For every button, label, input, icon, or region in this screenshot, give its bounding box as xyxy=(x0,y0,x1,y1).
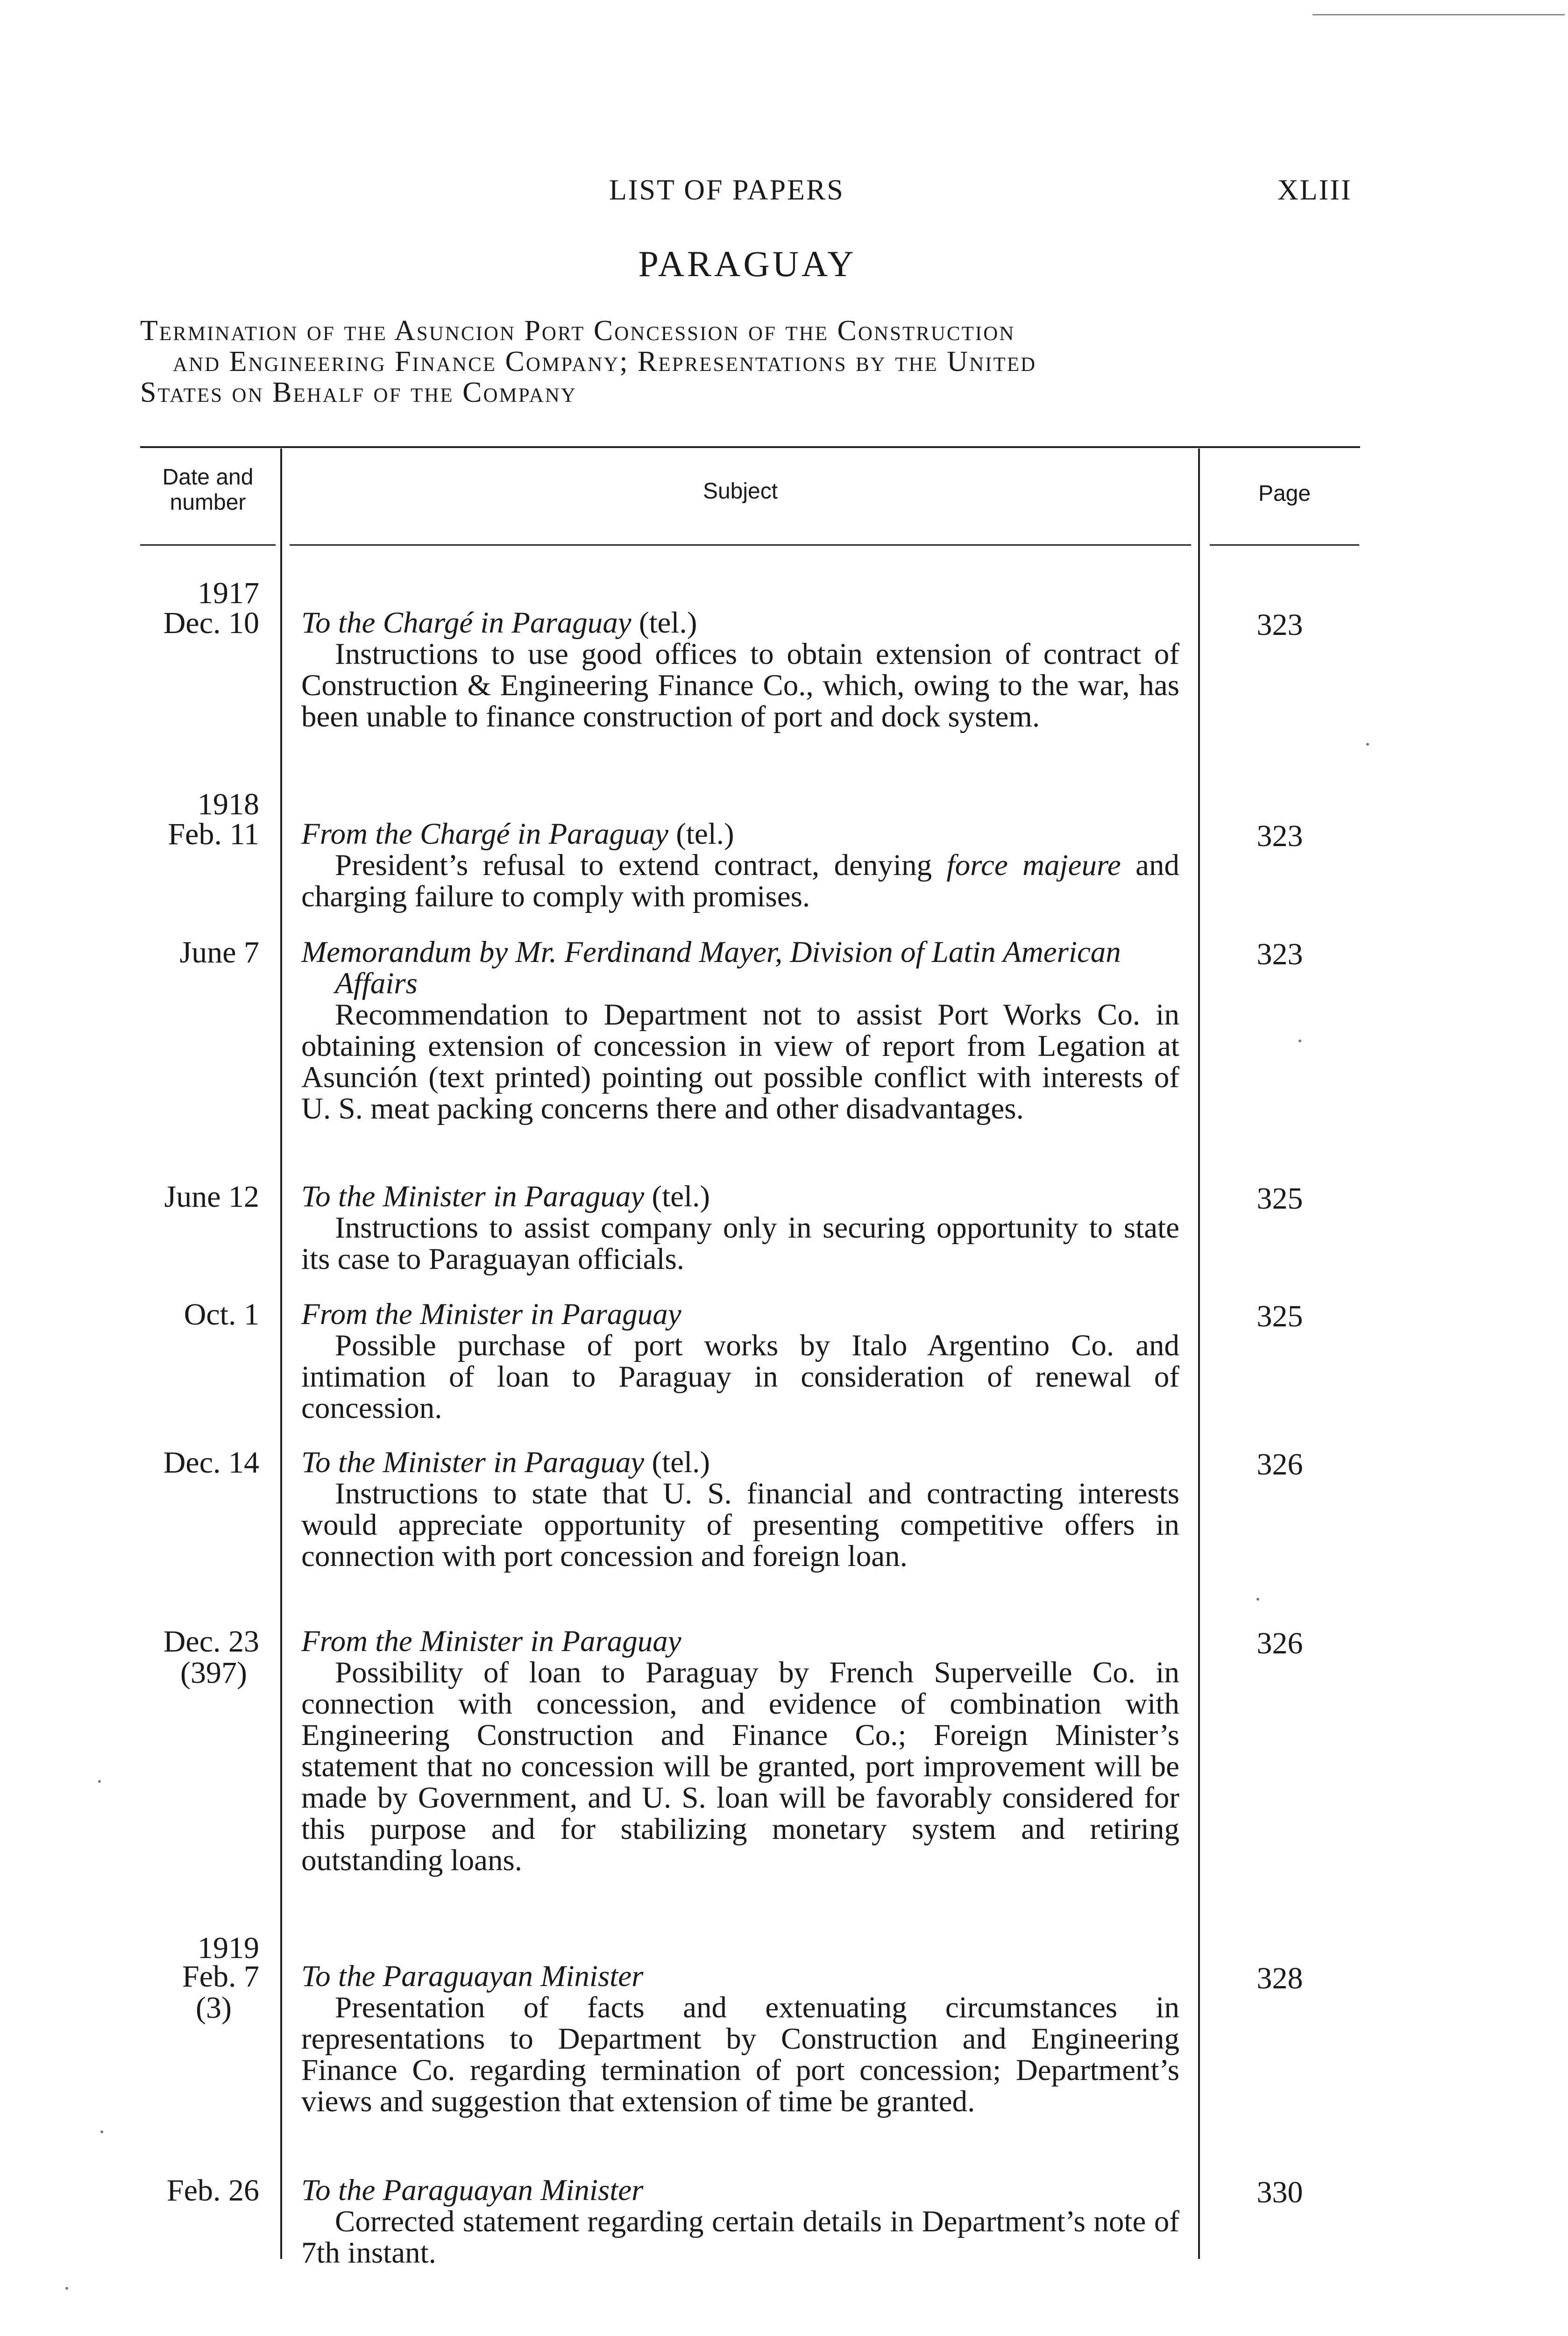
entry-title-text: From the Minister in Paraguay xyxy=(301,1297,681,1331)
entry-description: President’s refusal to extend contract, denying force majeure and charging failure to comply with promises. xyxy=(301,848,1179,913)
scan-speck xyxy=(65,2287,68,2290)
entry-title-text: From the Chargé in Paraguay xyxy=(301,817,668,851)
entry-title xyxy=(301,1961,1179,1992)
entry-subject xyxy=(301,2175,1179,2269)
entry-title-text: To the Paraguayan Minister xyxy=(301,2173,644,2207)
entry-tel: (tel.) xyxy=(652,1446,710,1479)
entry-page: 326 xyxy=(1256,1447,1303,1481)
entry-title xyxy=(301,607,1179,639)
date-text: Dec. 14 xyxy=(163,1446,259,1480)
section-title-line: Termination of the Asuncion Port Concession of the Construction xyxy=(140,315,1015,347)
entry-date xyxy=(140,1447,259,1478)
entry-title-text: To the Minister in Paraguay xyxy=(301,1446,645,1479)
year-label: 1919 xyxy=(198,1931,259,1965)
entry-page: 325 xyxy=(1256,1182,1303,1216)
entry-subject xyxy=(301,1447,1179,1572)
scan-speck xyxy=(98,1780,101,1783)
entry-number: (397) xyxy=(180,1656,247,1690)
year-label: 1917 xyxy=(198,576,259,610)
section-title-line: and Engineering Finance Company; Representations by the United xyxy=(173,346,1037,377)
entry-title-text: To the Minister in Paraguay xyxy=(301,1180,645,1213)
entry-page: 323 xyxy=(1256,608,1303,642)
entry-title-text: To the Paraguayan Minister xyxy=(301,1959,644,1993)
header-rule-subject xyxy=(290,544,1191,546)
entry-subject xyxy=(301,937,1179,1125)
entry-title xyxy=(301,1299,1179,1330)
entry-description: Instructions to assist company only in securing opportunity to state its case to Paraguayan officials. xyxy=(301,1211,1179,1276)
entry-date xyxy=(140,1299,259,1330)
running-title: LIST OF PAPERS xyxy=(609,174,844,206)
top-edge-rule xyxy=(1313,14,1565,15)
entry-title xyxy=(301,1447,1179,1478)
entry-title xyxy=(301,1626,1179,1657)
entry-date xyxy=(140,607,259,639)
date-text: Dec. 10 xyxy=(163,606,259,640)
scan-speck xyxy=(100,2130,103,2133)
entry-title-text: From the Minister in Paraguay xyxy=(301,1624,681,1658)
column-header-date-line: Date and xyxy=(162,465,254,490)
column-header-date xyxy=(140,465,276,515)
scan-speck xyxy=(1256,1598,1259,1601)
entry-subject xyxy=(301,1299,1179,1424)
date-text: Feb. 7 xyxy=(182,1959,259,1994)
entry-page: 323 xyxy=(1256,937,1303,971)
entry-title xyxy=(301,819,1179,850)
entry-description: Instructions to state that U. S. financial and contracting interests would appreciate opportunity of presenting competitive offers in connection with port concession and foreign loan. xyxy=(301,1477,1179,1573)
entry-description: Instructions to use good offices to obtain extension of contract of Construction & Engineering Finance Co., which, owing to the war, has been unable to finance construction of port and dock system. xyxy=(301,637,1179,734)
entry-description: Corrected statement regarding certain details in Department’s note of 7th instant. xyxy=(301,2205,1179,2270)
date-text: Feb. 11 xyxy=(168,817,259,851)
entry-title: Memorandum by Mr. Ferdinand Mayer, Division of Latin American Affairs xyxy=(301,935,1121,1000)
entry-tel: (tel.) xyxy=(676,817,734,851)
entry-number: (3) xyxy=(196,1991,232,2025)
entry-subject xyxy=(301,1961,1179,2117)
entry-title xyxy=(301,2175,1179,2206)
scan-speck xyxy=(1366,743,1369,746)
entry-date xyxy=(140,1181,259,1212)
date-text: June 7 xyxy=(179,935,259,969)
entry-page: 326 xyxy=(1256,1626,1303,1660)
entry-description: Possible purchase of port works by Italo Argentino Co. and intimation of loan to Paraguay in consideration of renewal of concession. xyxy=(301,1329,1179,1425)
section-title-line: States on Behalf of the Company xyxy=(140,377,577,408)
entry-tel: (tel.) xyxy=(639,606,697,640)
entry-page: 323 xyxy=(1256,819,1303,853)
date-text: Oct. 1 xyxy=(184,1297,259,1332)
column-divider-right xyxy=(1198,449,1200,2259)
entry-date xyxy=(140,1626,259,1688)
entry-description: Possibility of loan to Paraguay by French Superveille Co. in connection with concession, and evidence of combination with Engineering Construction and Finance Co.; Foreign Minister’s statement that no concession will be granted, port improvement will be made by Government, and U. S. loan will be favorably considered for this purpose and for stabilizing monetary system and retiring outstanding loans. xyxy=(301,1656,1179,1877)
scan-speck xyxy=(1298,1040,1301,1042)
column-header-date-line: number xyxy=(170,490,246,515)
entry-subject xyxy=(301,1181,1179,1275)
entry-description: Recommendation to Department not to assist Port Works Co. in obtaining extension of concession in view of report from Legation at Asunción (text printed) pointing out possible conflict with interests of U. S. meat packing concerns there and other disadvantages. xyxy=(301,998,1179,1125)
header-rule-page xyxy=(1210,544,1359,546)
entry-title-text: To the Chargé in Paraguay xyxy=(301,606,631,640)
column-header-subject: Subject xyxy=(702,479,778,504)
entry-date xyxy=(140,937,259,968)
year-label: 1918 xyxy=(198,787,259,821)
section-title xyxy=(140,315,1364,408)
date-text: June 12 xyxy=(164,1180,259,1214)
entry-page: 325 xyxy=(1256,1299,1303,1333)
column-header-page: Page xyxy=(1258,481,1311,506)
entry-subject xyxy=(301,607,1179,733)
entry-subject xyxy=(301,1626,1179,1876)
entry-title xyxy=(301,1181,1179,1212)
table-top-rule xyxy=(140,446,1360,448)
entry-description: Presentation of facts and extenuating circumstances in representations to Department by Construction and Engineering Finance Co. regarding termination of port concession; Department’s views and suggestion that extension of time be granted. xyxy=(301,1991,1179,2118)
entry-date xyxy=(140,2175,259,2206)
entry-page: 328 xyxy=(1256,1961,1303,1995)
entry-page: 330 xyxy=(1256,2175,1303,2209)
entry-tel: (tel.) xyxy=(652,1180,710,1213)
date-text: Feb. 26 xyxy=(167,2173,259,2208)
entry-date xyxy=(140,1961,259,2023)
header-rule-date xyxy=(140,544,276,546)
column-divider-left xyxy=(280,449,282,2259)
country-heading: PARAGUAY xyxy=(638,243,857,284)
page-folio: XLIII xyxy=(1277,174,1352,206)
date-text: Dec. 23 xyxy=(163,1624,259,1659)
entry-subject xyxy=(301,819,1179,912)
entry-date xyxy=(140,819,259,850)
